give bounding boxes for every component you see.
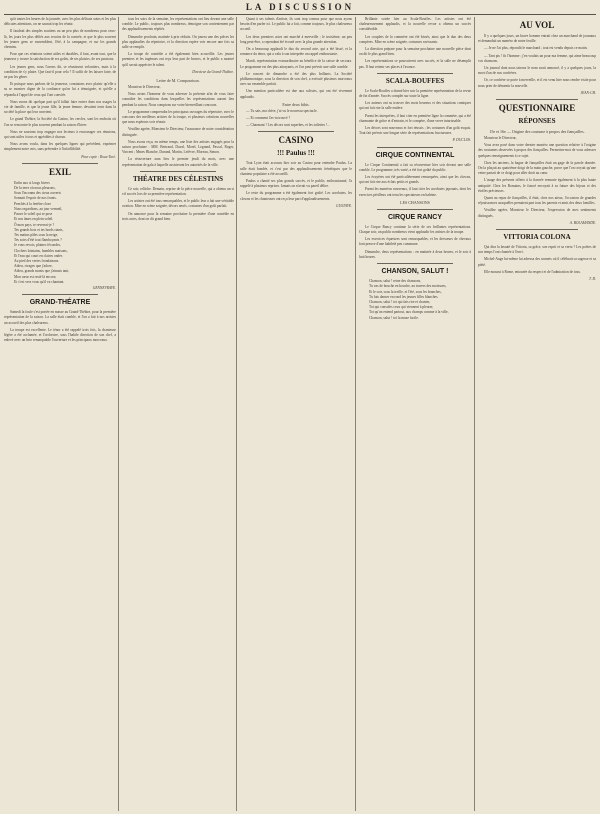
poem-line: Tu fais danser en rond les jeunes filles blanches.	[369, 294, 439, 299]
signature: Directeur du Grand-Théâtre.	[192, 69, 234, 74]
heading-cirque-continental: CIRQUE CONTINENTAL	[375, 151, 455, 159]
paragraph: Quant à ses talents d'artiste, ils sont trop connus pour que nous ayons besoin d'en parler ici. Le public lui a fait, comme toujours, le plus chaleureux accueil.	[240, 17, 352, 32]
letter-body	[122, 85, 234, 168]
poem-line: Et nos âmes en plein soleil.	[14, 217, 54, 222]
signature: GUSTAVE.	[335, 203, 352, 208]
paragraph: Une mention particulière est due aux solistes, qui ont été vivement applaudis.	[240, 89, 352, 99]
paragraph: tous les soirs de la semaine, les représentations ont lieu devant une salle comble. Le public, toujours plus nombreux, témoigne son contentement par des applaudissements répétés.	[122, 17, 234, 32]
paragraph: Veuillez agréer, Monsieur le Directeur, l'assurance de notre considération distinguée.	[122, 127, 234, 137]
paragraph: Un journal dont nous tairons le nom avait annoncé, il y a quelques jours, la mort d'un de nos confrères.	[478, 66, 596, 76]
paragraph: — Je ne l'ai plus, répondit le marchand ; tout est vendu depuis ce matin.	[484, 46, 588, 51]
paragraph: Parmi les interprètes, il faut citer en première ligne la commère, qui a été charmante de grâce et d'entrain, et le compère, d'une verve intarissable.	[359, 113, 471, 123]
paragraph: Nous avons voulu, dans les quelques lignes qui précèdent, exprimer simplement notre avis, sans prétendre à l'infaillibilité.	[4, 142, 116, 152]
paragraph: Parmi les numéros nouveaux, il faut citer les acrobates japonais, dont les exercices périlleux ont tenu les spectateurs en haleine.	[359, 187, 471, 197]
poem-line: Clochers lointains, humbles maisons,	[14, 248, 68, 253]
paragraph: Or, ce confrère se porte à merveille, et il est venu hier nous rendre visite pour nous prier de démentir la nouvelle.	[478, 78, 596, 88]
paragraph: Les artistes ont été tous remarquables, et le public leur a fait une véritable ovation. Mise en scène soignée, décors neufs, costumes d'un goût parfait.	[122, 199, 234, 209]
poem-line: Ô mon pays, te reverrai-je ?	[14, 222, 55, 227]
paragraph: Il y a quelques jours, un brave homme entrait chez un marchand de journaux et demandait un numéro de notre feuille.	[478, 34, 596, 44]
poem-exil	[4, 181, 116, 285]
heading-reponses: RÉPONSES	[518, 117, 556, 126]
heading-cirque-rancy: CIRQUE RANCY	[387, 213, 443, 221]
section-rule	[22, 294, 98, 295]
paragraph: La troupe de comédie a été également bien accueillie. Les jeunes premiers et les ingénues ont reçu leur part de bravos, et le public a montré qu'il savait apprécier le talent.	[122, 52, 234, 67]
column-2	[122, 17, 234, 811]
poem-line: Tes matins pâles sous la neige,	[14, 232, 59, 237]
paragraph: Les décors sont nouveaux et fort réussis ; les costumes d'un goût exquis. Tout fait prévoir une longue série de représentations fructueuses.	[359, 126, 471, 136]
paragraph: Dimanche prochain, matinée à prix réduits. On jouera une des pièces les plus applaudies du répertoire, et la direction espère voir encore une fois sa salle se remplir.	[122, 34, 234, 50]
signature: A. BOLAMANDE.	[569, 220, 596, 225]
poem-line: Mon cœur est resté là encore,	[14, 274, 57, 279]
paragraph: La réouverture aura lieu le premier jeudi du mois, avec une représentation de gala à laquelle assisteront les autorités de la ville.	[122, 157, 234, 167]
poem-line: Chanson, salut ! reine des chansons,	[369, 279, 421, 284]
paragraph: Et puisque nous parlons de la jeunesse, constatons avec plaisir qu'elle a su se montrer digne de la confiance qu'on lui a témoignée, et qu'elle a répondu à l'appel de ceux qui l'ont conviée.	[4, 82, 116, 97]
paragraph: Les exercices équestres sont remarquables, et les dresseurs de chevaux font preuve d'une habileté peu commune.	[359, 237, 471, 247]
scala-body	[359, 89, 471, 137]
poem-line: Au pied des vertes frondaisons.	[14, 258, 60, 263]
poem-line: Je vous revois, plaines fécondes,	[14, 243, 61, 248]
paragraph: L'usage des présents offerts à la fiancée remonte également à la plus haute antiquité. Chez les Romains, le fiancé envoyait à sa future des bijoux et des étoffes précieuses.	[478, 178, 596, 193]
column-3-body	[240, 17, 352, 100]
paragraph: — Charmant ! Les décors sont superbes, et les toilettes !...	[246, 123, 330, 128]
heading-celestins: THÉATRE DES CÉLESTINS	[132, 174, 224, 183]
section-rule	[496, 99, 578, 100]
paragraph: Il faudrait des simples soutiens ou un peu plus de nombreux pour ceux-là, les jours les plus défiés aux recoins de la contrée, et que le plus souvent les jeunes gens se rassemblent, l'été, à la campagne, et sur les grands chemins.	[4, 29, 116, 50]
paragraph: Quant au repas de fiançailles, il était, chez nos aïeux, l'occasion de grandes réjouissances auxquelles prenaient part tous les parents et amis des deux familles.	[478, 196, 596, 206]
poem-line: Et l'eau qui court en claires ondes	[14, 253, 63, 258]
paragraph: Brillante soirée hier au Scala-Bouffes. Les artistes ont été chaleureusement applaudis, et la nouvelle revue a obtenu un succès considérable.	[359, 17, 471, 32]
column-divider	[236, 17, 237, 811]
poem-line: Penchés à la fenêtre close	[14, 201, 51, 206]
section-rule	[377, 263, 453, 264]
paragraph: Nous avons dit quelque part qu'il fallait faire entrer dans nos usages la vie de famille, et que la jeune fille, la jeune femme, devaient tenir dans la société la place qui leur convient.	[4, 99, 116, 115]
poem-line: Sonnait l'espoir de nos fronts.	[14, 196, 57, 201]
heading-scala: SCALA-BOUFFES	[385, 76, 445, 85]
poem-line: Nous regardions, au jour vermeil,	[14, 206, 63, 211]
vittoria-body	[478, 245, 596, 275]
paragraph: Samedi la foule s'est portée en masse au Grand-Théâtre, pour la première représentation de la saison. La salle était comble, et l'on a fait à nos artistes un accueil des plus chaleureux.	[4, 310, 116, 325]
heading-vittoria: VITTORIA COLONA	[503, 233, 571, 242]
paragraph: Chez les anciens, la bague de fiançailles était un gage de la parole donnée. On la plaçait au quatrième doigt de la main gauche, parce que l'on croyait qu'une veine partait de ce doigt pour aller droit au cœur.	[478, 160, 596, 176]
paragraph: Nous avons reçu, en même temps, une liste des artistes engagés pour la saison prochaine : MM. Bertrand, Duval, Morel, Legrand, Pascal, Roger, Vincent ; Mmes Blanche, Durand, Martin, Lefèvre, Moreau, Simon.	[122, 139, 234, 155]
heading-au-vol: AU VOL	[519, 20, 555, 30]
paragraph: Le programme comprendra les principaux ouvrages du répertoire, avec le concours des meilleurs artistes de la troupe, et plusieurs créations nouvelles que nous espérons voir réussir.	[122, 109, 234, 125]
heading-grand-theatre: GRAND-THÉATRE	[29, 299, 91, 307]
poem-line: Tes grands bois et tes bords riants,	[14, 227, 64, 232]
heading-exil: EXIL	[48, 166, 71, 177]
signature: JEAN-CH.	[580, 90, 596, 95]
masthead-rule	[4, 14, 596, 15]
paragraph: Le Scala-Bouffes a donné hier soir la première représentation de la revue de fin d'année. Succès complet sur toute la ligne.	[359, 88, 471, 99]
section-rule	[140, 171, 216, 172]
subhead-entre-deux: Entre deux bibis.	[282, 101, 310, 107]
paragraph: Nous avons l'honneur de vous adresser la présente afin de vous faire connaître les conditions dans lesquelles les représentations auront lieu pendant la saison. Nous comptons sur votre bienveillant concours.	[122, 92, 234, 107]
paragraph: Nous ne saurions trop engager nos lecteurs à encourager ces réunions, qui sont utiles à tous et agréables à chacun.	[4, 129, 116, 140]
column-2-body	[122, 17, 234, 68]
column-1-body	[4, 17, 116, 153]
paragraph: Monsieur le Directeur,	[484, 136, 517, 141]
poem-line: Chanson, salut ! toi qui fais rire et chanter,	[369, 299, 431, 304]
column-4-body	[359, 17, 471, 70]
paragraph: Le Cirque Rancy continue la série de ses brillantes représentations. Chaque soir, un public nombreux vient applaudir les artistes de la troupe.	[359, 224, 471, 235]
paragraph: Monsieur le Directeur,	[128, 85, 161, 90]
poem-line: Enfin aux si longs hivers	[14, 180, 50, 185]
column-3	[240, 17, 352, 811]
masthead: LA DISCUSSION	[245, 2, 355, 12]
cirque-rancy-body	[359, 225, 471, 260]
paragraph: La direction prépare pour la semaine prochaine une nouvelle pièce dont on dit le plus grand bien.	[359, 47, 471, 57]
paragraph: Veuillez agréer, Monsieur le Directeur, l'expression de mes sentiments distingués.	[478, 208, 596, 218]
paragraph: On annonce pour la semaine prochaine la première d'une comédie en trois actes, dont on dit grand bien.	[122, 211, 234, 221]
poem-line: Passer le soleil qui se pose	[14, 212, 53, 217]
paragraph: Paulus a chanté ses plus grands succès, et le public, enthousiasmé, l'a rappelé à plusieurs reprises. Jamais on n'avait vu pareil délire.	[240, 179, 352, 189]
poem-line: Toi qui consoles ceux qui viennent à pleurer,	[369, 305, 434, 310]
paragraph: La troupe est excellente. Le ténor a été rappelé trois fois, la chanteuse légère a été acclamée, et l'orchestre, sous l'habile direction de son chef, a enlevé avec un brio remarquable l'ouverture et les principaux morceaux.	[4, 327, 116, 343]
poem-line: Tu vas de bouche en bouche, au travers des moissons,	[369, 284, 447, 289]
paragraph: Ce soir, relâche. Demain, reprise de la pièce nouvelle, qui a obtenu un si vif succès lors de sa première représentation.	[122, 186, 234, 197]
paragraph: Les deux premiers actes ont marché à merveille ; le troisième, un peu long peut-être, a cependant été écouté avec la plus grande attention.	[240, 34, 352, 44]
poem-line: Et le soir, sous la treille, et l'été, sous les branches,	[369, 289, 442, 294]
heading-chanson-salut: CHANSON, SALUT !	[381, 268, 449, 276]
au-vol-body	[478, 34, 596, 89]
signature: GENNEVRAYE.	[92, 285, 116, 290]
paragraph: Pour que ces réunions soient utiles et durables, il faut, avant tout, que la jeunesse y trouve la satisfaction de ses goûts, de ses plaisirs, de ses passions.	[4, 52, 116, 62]
section-rule	[496, 229, 578, 230]
poem-line: Adieu, rivages que j'adore,	[14, 264, 53, 269]
paragraph: Elle mourut à Rome, entourée du respect et de l'admiration de tous.	[484, 269, 581, 274]
heading-paulus: !!! Paulus !!!	[277, 149, 315, 158]
paragraph: Les couplets de la commère ont été bissés, ainsi que le duo des deux compères. Mise en scène soignée, costumes ravissants.	[359, 34, 471, 44]
section-rule	[22, 163, 98, 164]
paragraph: — Tant pis ! fit l'homme ; j'en voulais un pour ma femme, qui aime beaucoup vos chansons.	[478, 53, 596, 63]
paragraph: Mardi, représentation extraordinaire au bénéfice de la caisse de secours. Le programme est des plus attrayants, et l'on peut prévoir une salle comble.	[240, 59, 352, 69]
celestins-body	[122, 187, 234, 222]
column-4	[359, 17, 471, 811]
paragraph: qu'à toutes les heures de la journée, avec les plus délicats soins et les plus délicates attentions, on ne saurait trop les réunir.	[4, 17, 116, 27]
column-divider	[118, 17, 119, 811]
column-divider	[355, 17, 356, 811]
paragraph: Le concert de dimanche a été des plus brillants. La Société philharmonique, sous la direction de son chef, a exécuté plusieurs morceaux avec un ensemble parfait.	[240, 71, 352, 87]
paragraph: Les écuyères ont été particulièrement remarquées, ainsi que les clowns, qui ont fait rire aux éclats petits et grands.	[359, 175, 471, 185]
paragraph: — Et comment l'as-tu trouvé ?	[246, 116, 291, 121]
poem-line: De la terre où nous pleurons,	[14, 186, 56, 191]
column-divider	[474, 17, 475, 811]
poem-line: Et c'est vers vous qu'il va chantant.	[14, 279, 65, 284]
questionnaire-body	[478, 136, 596, 219]
paragraph: Le grand Théâtre, la Société du Casino, les cercles, sont les endroits où l'on se rencontre le plus souvent pendant la saison d'hiver.	[4, 117, 116, 127]
cirque-continental-body	[359, 163, 471, 198]
section-rule	[377, 73, 453, 74]
column-6	[478, 17, 596, 811]
section-rule	[377, 209, 453, 210]
poem-line: Toi qu'on entend partout, aux champs comme à la ville,	[369, 310, 449, 315]
grand-theatre-body	[4, 310, 116, 343]
chanson-poem	[359, 279, 471, 321]
section-rule	[258, 131, 334, 132]
dialogue	[240, 109, 352, 129]
casino-body	[240, 161, 352, 201]
subhead-les-chansons: LES CHANSONS	[400, 199, 430, 205]
poem-line: Adieu, grands monts que j'aimais tant,	[14, 269, 70, 274]
paragraph: On a beaucoup applaudi le duo du second acte, qui a été bissé, et la romance du ténor, qui a valu à son interprète un rappel enthousiaste.	[240, 47, 352, 57]
signature: P. DUCLOS.	[452, 138, 471, 143]
paragraph: Le Cirque Continental a fait sa réouverture hier soir devant une salle comble. Le programme, très varié, a été fort goûté du public.	[359, 162, 471, 172]
heading-casino: CASINO	[278, 135, 314, 146]
paragraph: Vous avez posé dans votre dernier numéro une question relative à l'origine des coutumes observées à propos des fiançailles. Permettez-moi de vous adresser quelques renseignements à ce sujet.	[478, 143, 596, 158]
paragraph: Le reste du programme a été également fort goûté. Les acrobates, les clowns et les chanteuses ont reçu leur part d'applaudissements.	[240, 191, 352, 201]
poem-line: Tes soirs d'été tout flamboyants ?	[14, 238, 62, 243]
paragraph: Les auteurs ont su trouver des mots heureux et des situations comiques qui ont fait rire la salle entière.	[359, 101, 471, 111]
section-rule	[377, 147, 453, 148]
subhead-reponses: 15e et 16e — Origine des coutume à propos des fiançailles.	[489, 129, 585, 135]
poem-line: Chanson, salut ! toi la muse facile.	[369, 315, 419, 320]
subhead-lettre: Lettre de M. Comparaison.	[156, 78, 200, 84]
paragraph: Les représentations se poursuivent avec succès, et la salle ne désemplit pas. Il faut retenir ses places à l'avance.	[359, 59, 471, 69]
signature: T. D.	[588, 277, 596, 282]
poem-line: Sous l'inconnu des cieux ouverts	[14, 191, 61, 196]
paragraph: Dimanche, deux représentations : en matinée à deux heures, et le soir à huit heures.	[359, 249, 471, 259]
paragraph: Michel-Ange lui-même lui adressa des sonnets où il célébrait sa sagesse et sa piété.	[478, 257, 596, 267]
paragraph: Les jeunes gens, nous l'avons dit, se réunissent volontiers, mais à la condition de s'y plaire. Que faut-il pour cela ? Il suffit de les laisser faire, de ne pas les gêner.	[4, 64, 116, 80]
paragraph: Tout Lyon était accouru hier soir au Casino pour entendre Paulus. La salle était bondée, et c'est par des applaudissements frénétiques que le chanteur populaire a été accueilli.	[240, 161, 352, 176]
column-1	[4, 17, 116, 811]
signature: Pour copie : Roux-Taré.	[81, 154, 116, 159]
heading-questionnaire: QUESTIONNAIRE	[498, 103, 576, 114]
paragraph: — Tu sais, ma chère, j'ai vu le nouveau spectacle.	[246, 108, 318, 113]
paragraph: Qui dira la beauté de Vittoria, sa grâce, son esprit et sa vertu ? Les poètes de son temps l'ont chantée à l'envi.	[478, 245, 596, 255]
